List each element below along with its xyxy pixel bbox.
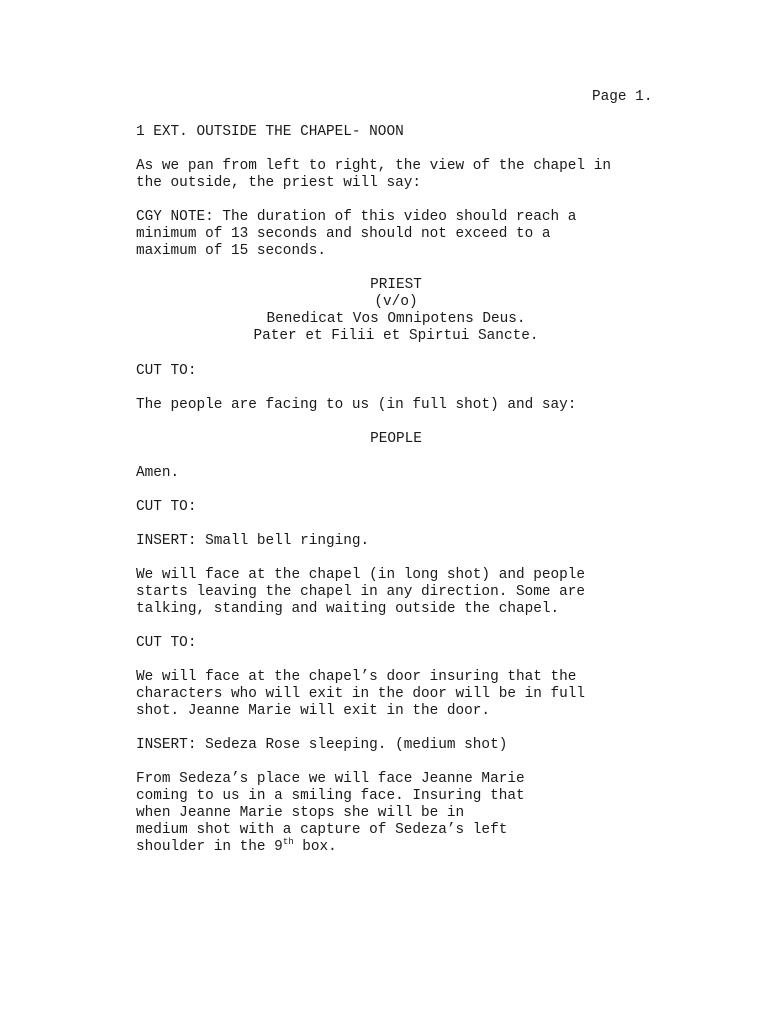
dialogue-line: Benedicat Vos Omnipotens Deus. [266,311,526,327]
action-line: starts leaving the chapel in any direction. Some are [136,584,586,600]
character-name: PRIEST [370,277,422,293]
insert-line: INSERT: Sedeza Rose sleeping. (medium shot) [136,737,508,753]
note-line: CGY NOTE: The duration of this video should reach a [136,209,577,225]
scene-heading: 1 EXT. OUTSIDE THE CHAPEL- NOON [136,124,404,140]
action-line: The people are facing to us (in full shot) and say: [136,397,577,413]
action-line: We will face at the chapel (in long shot) and people [136,567,586,583]
action-text: shoulder in the 9 [136,839,283,855]
action-line: From Sedeza’s place we will face Jeanne Marie [136,771,525,787]
action-line: medium shot with a capture of Sedeza’s left [136,822,508,838]
transition: CUT TO: [136,499,197,515]
transition: CUT TO: [136,363,197,379]
action-line: the outside, the priest will say: [136,175,421,191]
action-line: talking, standing and waiting outside the chapel. [136,601,560,617]
action-line: coming to us in a smiling face. Insuring that [136,788,525,804]
action-line: when Jeanne Marie stops she will be in [136,805,465,821]
action-line: We will face at the chapel’s door insuring that the [136,669,577,685]
action-line: shot. Jeanne Marie will exit in the door. [136,703,491,719]
note-line: minimum of 13 seconds and should not exceed to a [136,226,551,242]
action-line: characters who will exit in the door will be in full [136,686,586,702]
dialogue-line: Amen. [136,465,180,481]
dialogue-line: Pater et Filii et Spirtui Sancte. [253,328,539,344]
page-number: Page 1. [592,89,653,105]
parenthetical: (v/o) [374,294,418,310]
note-line: maximum of 15 seconds. [136,243,326,259]
action-line: As we pan from left to right, the view of the chapel in [136,158,611,174]
ordinal-suffix: th [282,837,294,847]
action-text: box. [293,839,337,855]
action-line [136,839,337,856]
transition: CUT TO: [136,635,197,651]
character-name: PEOPLE [370,431,422,447]
insert-line: INSERT: Small bell ringing. [136,533,370,549]
